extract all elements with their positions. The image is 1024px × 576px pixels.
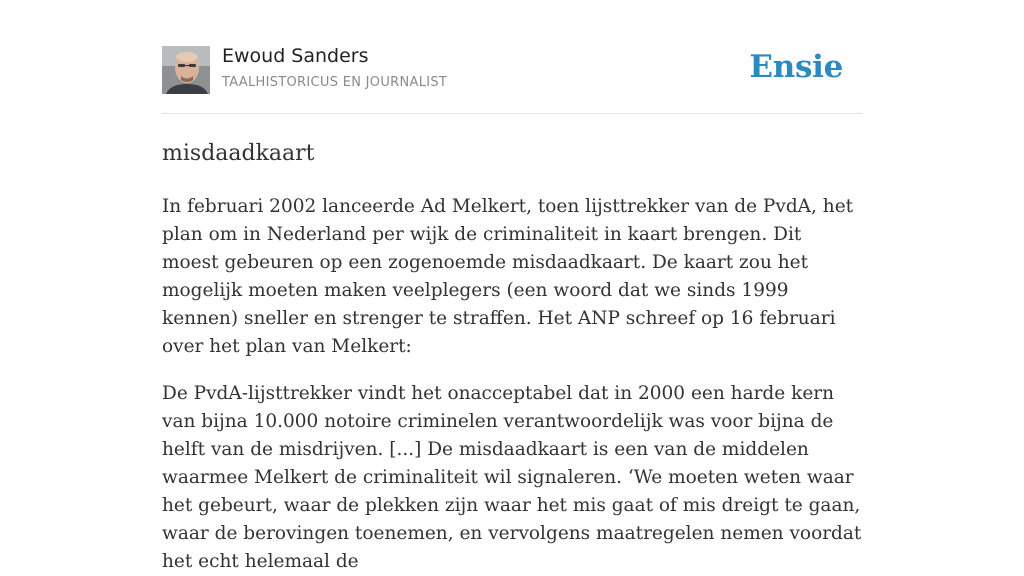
brand-logo[interactable]: Ensie [749, 49, 843, 85]
article-paragraph: In februari 2002 lanceerde Ad Melkert, toen lijsttrekker van de PvdA, het plan om in Nederland per wijk de criminaliteit in kaart brengen. Dit moest gebeuren op een zogenoemde misdaadkaart. De kaart zou het mogelijk moeten maken veelplegers (een woord dat we sinds 1999 kennen) sneller en strenger te straffen. Het ANP schreef op 16 februari over het plan van Melkert: [162, 196, 854, 357]
article-container [162, 0, 862, 576]
author-name[interactable]: Ewoud Sanders [222, 45, 369, 67]
article-title: misdaadkaart [162, 141, 315, 166]
author-photo-icon [162, 46, 210, 94]
article-body [162, 193, 862, 576]
author-role: TAALHISTORICUS EN JOURNALIST [222, 75, 448, 90]
author-header [162, 0, 862, 114]
avatar[interactable] [162, 46, 210, 94]
article-quote: De PvdA-lijsttrekker vindt het onacceptabel dat in 2000 een harde kern van bijna 10.000 notoire criminelen verantwoordelijk was voor bijna de helft van de misdrijven. [...] De misdaadkaart is een van de middelen waarmee Melkert de criminaliteit wil signaleren. ‘We moeten weten waar het gebeurt, waar de plekken zijn waar het mis gaat of mis dreigt te gaan, waar de berovingen toenemen, en vervolgens maatregelen nemen voordat het echt helemaal de [162, 383, 862, 572]
